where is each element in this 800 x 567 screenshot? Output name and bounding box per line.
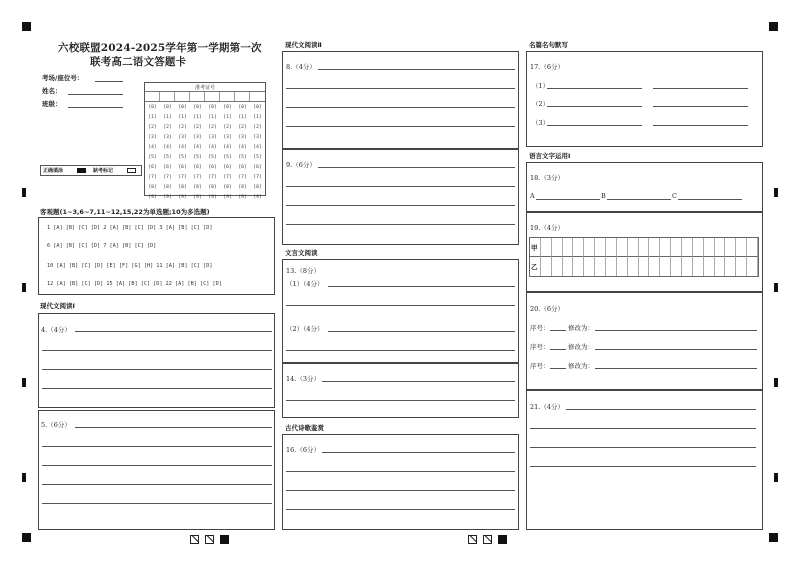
q19-grid-cell[interactable] xyxy=(649,238,660,257)
q19-grid-cell[interactable] xyxy=(736,238,747,257)
q18-answer-box xyxy=(526,162,763,212)
answer-line[interactable] xyxy=(286,186,515,187)
class-field[interactable] xyxy=(68,107,123,108)
q19-row-yi: 乙 xyxy=(531,263,538,271)
answer-line[interactable] xyxy=(530,466,756,467)
q19-grid-cell[interactable] xyxy=(704,257,715,276)
q19-grid-cell[interactable] xyxy=(693,257,704,276)
answer-line[interactable] xyxy=(547,125,642,126)
answer-line[interactable] xyxy=(286,350,515,351)
timing-mark xyxy=(774,188,778,197)
timing-mark xyxy=(22,378,26,387)
q19-grid-cell[interactable] xyxy=(682,257,693,276)
section-modern-reading-2: 现代文阅读Ⅱ xyxy=(285,41,322,49)
exam-seat-label: 考场/座位号： xyxy=(42,74,84,82)
timing-mark xyxy=(774,473,778,482)
answer-line[interactable] xyxy=(536,199,600,200)
answer-line[interactable] xyxy=(653,88,748,89)
q19-grid-cell[interactable] xyxy=(628,238,639,257)
answer-line[interactable] xyxy=(322,381,515,382)
page-title-line1: 六校联盟2024-2025学年第一学期第一次 xyxy=(58,42,262,54)
q20-fix-label: 修改为： xyxy=(568,362,594,370)
q19-grid-cell[interactable] xyxy=(552,257,563,276)
exam-seat-field[interactable] xyxy=(95,81,123,82)
q19-grid-cell[interactable] xyxy=(660,257,671,276)
exam-number-column[interactable]: [0] [1] [2] [3] [4] [5] [6] [7] [8] [9] xyxy=(163,105,172,200)
exam-number-grid xyxy=(144,82,266,200)
q17-part2-label: （2） xyxy=(532,100,550,108)
answer-line[interactable] xyxy=(653,106,748,107)
answer-line[interactable] xyxy=(286,509,515,510)
q20-fix-label: 修改为： xyxy=(568,343,594,351)
q18-option-c: C xyxy=(672,192,677,200)
q19-grid-cell[interactable] xyxy=(541,238,552,257)
q19-grid-cell[interactable] xyxy=(693,238,704,257)
q5-label: 5.（6分） xyxy=(41,421,71,429)
q20-fix-label: 修改为： xyxy=(568,324,594,332)
answer-line[interactable] xyxy=(322,452,515,453)
q19-grid-cell[interactable] xyxy=(639,257,650,276)
corner-mark-top-right xyxy=(769,22,778,31)
q19-label: 19.（4分） xyxy=(530,224,564,232)
q19-grid-cell[interactable] xyxy=(660,238,671,257)
page-mark-checkbox xyxy=(190,535,199,544)
exam-number-write-row xyxy=(145,91,265,102)
answer-line[interactable] xyxy=(42,369,272,370)
q8-label: 8.（4分） xyxy=(286,63,316,71)
section-classical-chinese: 文言文阅读 xyxy=(285,249,318,257)
q13-label: 13.（8分） xyxy=(286,267,320,275)
name-field[interactable] xyxy=(68,94,123,95)
corner-mark-top-left xyxy=(22,22,31,31)
q17-part1-label: （1） xyxy=(532,82,550,90)
missing-mark-checkbox[interactable] xyxy=(127,168,136,173)
answer-line[interactable] xyxy=(547,88,642,89)
q17-label: 17.（6分） xyxy=(530,63,564,71)
q19-grid-cell[interactable] xyxy=(736,257,747,276)
class-label: 班级： xyxy=(42,100,62,108)
q8-answer-box xyxy=(282,51,519,149)
objective-section-title: 客观题(1~3,6~7,11~12,15,22为单选题;10为多选题) xyxy=(40,208,210,216)
exam-number-column[interactable]: [0] [1] [2] [3] [4] [5] [6] [7] [8] [9] xyxy=(148,105,157,200)
fix-field[interactable] xyxy=(595,349,757,350)
q19-grid-cell[interactable] xyxy=(584,257,595,276)
answer-line[interactable] xyxy=(42,388,272,389)
answer-line[interactable] xyxy=(42,465,272,466)
page-mark-checkbox xyxy=(483,535,492,544)
q19-grid-cell[interactable] xyxy=(563,238,574,257)
timing-mark xyxy=(22,473,26,482)
answer-line[interactable] xyxy=(42,503,272,504)
answer-line[interactable] xyxy=(286,126,515,127)
q19-grid-cell[interactable] xyxy=(573,257,584,276)
section-modern-reading-1: 现代文阅读Ⅰ xyxy=(40,302,75,310)
q18-option-a: A xyxy=(530,192,535,200)
answer-line[interactable] xyxy=(566,409,756,410)
seq-field[interactable] xyxy=(550,349,566,350)
q19-grid-cell[interactable] xyxy=(595,257,606,276)
q13-part1-label: （1）（4分） xyxy=(286,280,324,288)
exam-number-column[interactable]: [0] [1] [2] [3] [4] [5] [6] [7] [8] [9] xyxy=(193,105,202,200)
timing-mark xyxy=(774,378,778,387)
exam-number-column[interactable]: [0] [1] [2] [3] [4] [5] [6] [7] [8] [9] xyxy=(238,105,247,200)
answer-line[interactable] xyxy=(286,205,515,206)
answer-line[interactable] xyxy=(530,428,756,429)
q20-seq-label: 序号： xyxy=(530,343,550,351)
exam-number-column[interactable]: [0] [1] [2] [3] [4] [5] [6] [7] [8] [9] xyxy=(208,105,217,200)
answer-line[interactable] xyxy=(286,400,515,401)
q4-answer-box xyxy=(38,313,275,408)
answer-line[interactable] xyxy=(318,167,515,168)
q19-grid-cell[interactable] xyxy=(725,257,736,276)
q19-grid-cell[interactable] xyxy=(563,257,574,276)
q20-label: 20.（6分） xyxy=(530,305,564,313)
q19-grid-cell[interactable] xyxy=(617,257,628,276)
q19-grid-cell[interactable] xyxy=(541,257,552,276)
seq-field[interactable] xyxy=(550,368,566,369)
q14-label: 14.（3分） xyxy=(286,375,320,383)
answer-line[interactable] xyxy=(318,69,515,70)
answer-line[interactable] xyxy=(42,350,272,351)
q19-grid-cell[interactable] xyxy=(606,257,617,276)
timing-mark xyxy=(22,188,26,197)
q19-grid-cell[interactable] xyxy=(573,238,584,257)
q5-answer-box xyxy=(38,410,275,530)
q19-grid-cell[interactable] xyxy=(649,257,660,276)
q21-answer-box xyxy=(526,390,763,530)
seq-field[interactable] xyxy=(550,330,566,331)
q21-label: 21.（4分） xyxy=(530,403,564,411)
answer-line[interactable] xyxy=(286,471,515,472)
q19-grid-cell[interactable] xyxy=(715,257,726,276)
name-label: 姓名： xyxy=(42,87,62,95)
q16-label: 16.（6分） xyxy=(286,446,320,454)
q18-option-b: B xyxy=(601,192,606,200)
objective-row[interactable]: 1 [A] [B] [C] [D] 2 [A] [B] [C] [D] 3 [A] [B] [C] [D] xyxy=(47,225,213,231)
section-famous-quotes: 名篇名句默写 xyxy=(529,41,568,49)
page-mark-checkbox xyxy=(468,535,477,544)
q19-grid-cell[interactable] xyxy=(715,238,726,257)
q19-grid-cell[interactable] xyxy=(628,257,639,276)
fix-field[interactable] xyxy=(595,368,757,369)
answer-line[interactable] xyxy=(678,199,742,200)
q20-seq-label: 序号： xyxy=(530,362,550,370)
q4-label: 4.（4分） xyxy=(41,326,71,334)
section-poetry-appreciation: 古代诗歌鉴赏 xyxy=(285,424,324,432)
q20-seq-label: 序号： xyxy=(530,324,550,332)
q19-grid-cell[interactable] xyxy=(671,257,682,276)
page-mark-checkbox xyxy=(205,535,214,544)
q19-grid-cell[interactable] xyxy=(639,238,650,257)
answer-line[interactable] xyxy=(328,331,515,332)
page-mark-solid xyxy=(498,535,507,544)
answer-line[interactable] xyxy=(530,447,756,448)
answer-line[interactable] xyxy=(286,224,515,225)
objective-row[interactable]: 10 [A] [B] [C] [D] [E] [F] [G] [H] 11 [A] [B] [C] [D] xyxy=(47,263,213,269)
answer-line[interactable] xyxy=(75,331,272,332)
corner-mark-bottom-left xyxy=(22,533,31,542)
q19-grid-cell[interactable] xyxy=(617,238,628,257)
q17-part3-label: （3） xyxy=(532,119,550,127)
q19-grid-cell[interactable] xyxy=(747,257,758,276)
answer-line[interactable] xyxy=(75,427,272,428)
q19-row-jia: 甲 xyxy=(531,244,538,252)
q19-grid-cell[interactable] xyxy=(704,238,715,257)
q13-part2-label: （2）（4分） xyxy=(286,325,324,333)
q19-grid-cell[interactable] xyxy=(682,238,693,257)
q9-answer-box xyxy=(282,149,519,245)
q19-writing-grid[interactable] xyxy=(529,237,759,277)
objective-row[interactable]: 6 [A] [B] [C] [D] 7 [A] [B] [C] [D] xyxy=(47,243,157,249)
q9-label: 9.（6分） xyxy=(286,161,316,169)
answer-line[interactable] xyxy=(547,106,642,107)
answer-line[interactable] xyxy=(607,199,671,200)
objective-box xyxy=(38,217,275,295)
correct-fill-sample xyxy=(77,168,86,173)
page-title-line2: 联考高二语文答题卡 xyxy=(90,56,187,68)
exam-number-column[interactable]: [0] [1] [2] [3] [4] [5] [6] [7] [8] [9] xyxy=(223,105,232,200)
exam-number-column[interactable]: [0] [1] [2] [3] [4] [5] [6] [7] [8] [9] xyxy=(253,105,262,200)
fix-field[interactable] xyxy=(595,330,757,331)
q19-grid-cell[interactable] xyxy=(671,238,682,257)
answer-line[interactable] xyxy=(42,446,272,447)
exam-number-title: 准考证号 xyxy=(194,85,215,91)
fill-legend xyxy=(40,165,142,176)
answer-line[interactable] xyxy=(653,125,748,126)
answer-line[interactable] xyxy=(286,305,515,306)
q14-answer-box xyxy=(282,363,519,418)
q19-grid-cell[interactable] xyxy=(725,238,736,257)
missing-mark-label: 缺考标记 xyxy=(93,168,114,174)
corner-mark-bottom-right xyxy=(769,533,778,542)
q18-label: 18.（3分） xyxy=(530,174,564,182)
objective-row[interactable]: 12 [A] [B] [C] [D] 15 [A] [B] [C] [D] 22 [A] [B] [C] [D] xyxy=(47,281,222,287)
section-language-use-1: 语言文字运用Ⅰ xyxy=(529,152,571,160)
q19-grid-cell[interactable] xyxy=(747,238,758,257)
timing-mark xyxy=(22,283,26,292)
correct-fill-label: 正确填涂 xyxy=(43,168,64,174)
q19-grid-cell[interactable] xyxy=(595,238,606,257)
answer-line[interactable] xyxy=(286,107,515,108)
answer-line[interactable] xyxy=(42,484,272,485)
answer-line[interactable] xyxy=(286,490,515,491)
q19-grid-cell[interactable] xyxy=(552,238,563,257)
answer-line[interactable] xyxy=(286,88,515,89)
q19-grid-cell[interactable] xyxy=(584,238,595,257)
answer-line[interactable] xyxy=(328,286,515,287)
timing-mark xyxy=(774,283,778,292)
page-mark-solid xyxy=(220,535,229,544)
q19-grid-cell[interactable] xyxy=(606,238,617,257)
exam-number-column[interactable]: [0] [1] [2] [3] [4] [5] [6] [7] [8] [9] xyxy=(178,105,187,200)
